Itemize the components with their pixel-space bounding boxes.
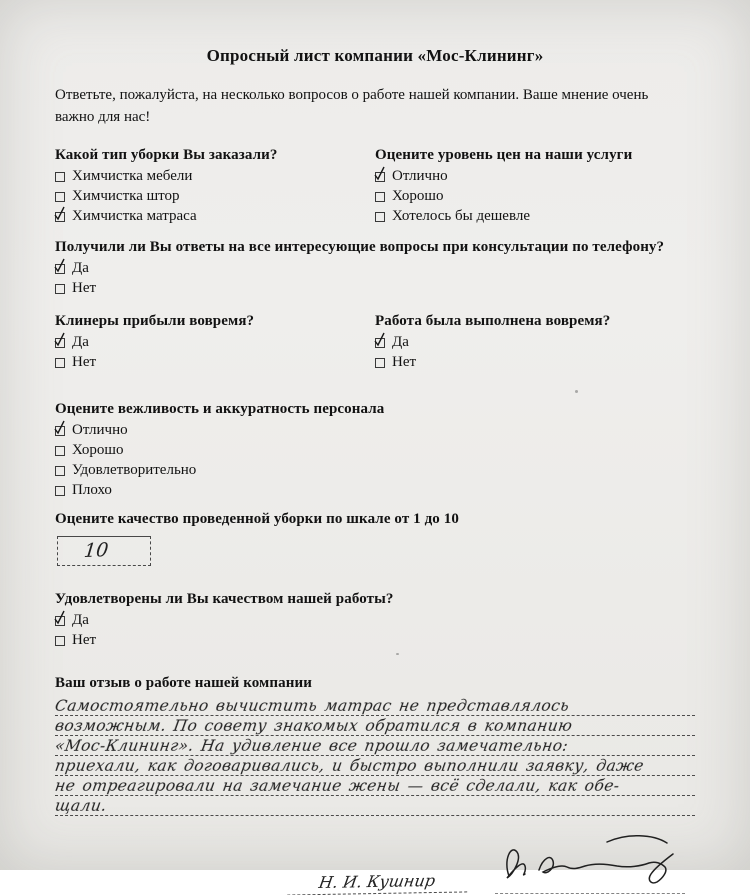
option-label: Отлично <box>72 421 128 438</box>
checkbox-option[interactable] <box>55 440 695 460</box>
question-quality-score <box>55 508 695 566</box>
option-label: Да <box>72 611 89 628</box>
checkbox-option[interactable] <box>375 206 695 226</box>
question-work-on-time <box>375 310 695 372</box>
quality-score-input-box[interactable] <box>57 536 151 566</box>
option-label: Нет <box>72 353 97 370</box>
option-label: Хорошо <box>392 187 444 204</box>
question-label: Клинеры прибыли вовремя? <box>55 312 255 329</box>
checkbox-option[interactable] <box>55 630 695 650</box>
checkmark-icon <box>53 609 67 625</box>
handwritten-review-line: приехали, как договаривались, и быстро выполнили заявку, даже <box>55 756 695 776</box>
checkmark-icon <box>373 165 387 181</box>
form-title: Опросный лист компании «Мос-Клининг» <box>206 46 544 65</box>
option-label: Химчистка матраса <box>72 207 197 224</box>
checkbox-icon <box>55 284 65 294</box>
question-price-level <box>375 144 695 226</box>
handwritten-review-line: не отреагировали на замечание жены — всё сделали, как обе- <box>55 776 695 796</box>
question-phone-answers <box>55 236 695 298</box>
checkbox-icon <box>55 192 65 202</box>
checkmark-icon <box>53 257 67 273</box>
autograph-stroke <box>495 830 685 888</box>
question-label: Оцените уровень цен на наши услуги <box>375 146 633 163</box>
checkbox-option[interactable] <box>375 352 695 372</box>
checkbox-icon <box>55 466 65 476</box>
checkbox-icon <box>375 338 385 348</box>
checkmark-icon <box>53 419 67 435</box>
checkbox-option[interactable] <box>55 420 695 440</box>
checkbox-option[interactable] <box>375 186 695 206</box>
checkbox-option[interactable] <box>55 186 375 206</box>
question-label: Какой тип уборки Вы заказали? <box>55 146 278 163</box>
scan-speck <box>575 390 578 393</box>
checkbox-option[interactable] <box>55 258 695 278</box>
handwritten-review-line: возможным. По совету знакомых обратился в компанию <box>55 716 695 736</box>
question-label: Удовлетворены ли Вы качеством нашей работы? <box>55 590 394 607</box>
option-label: Хотелось бы дешевле <box>392 207 530 224</box>
option-label: Плохо <box>72 481 112 498</box>
question-label: Ваш отзыв о работе нашей компании <box>55 674 312 691</box>
option-label: Химчистка штор <box>72 187 180 204</box>
checkbox-icon <box>55 636 65 646</box>
option-label: Химчистка мебели <box>72 167 193 184</box>
signature-block <box>55 830 695 894</box>
checkbox-icon <box>375 212 385 222</box>
quality-score-value: 10 <box>82 538 110 562</box>
scan-speck <box>509 318 511 320</box>
checkmark-icon <box>53 205 67 221</box>
checkbox-option[interactable] <box>55 278 695 298</box>
checkbox-icon <box>375 172 385 182</box>
checkbox-icon <box>55 616 65 626</box>
option-label: Да <box>72 333 89 350</box>
option-label: Нет <box>72 279 97 296</box>
intro-text: Ответьте, пожалуйста, на несколько вопросов о работе нашей компании. Ваше мнение очень важно для нас! <box>55 87 649 125</box>
checkbox-option[interactable] <box>55 480 695 500</box>
checkbox-icon <box>55 486 65 496</box>
checkbox-option[interactable] <box>55 460 695 480</box>
option-label: Отлично <box>392 167 448 184</box>
checkbox-option[interactable] <box>375 166 695 186</box>
option-label: Да <box>392 333 409 350</box>
checkbox-icon <box>55 338 65 348</box>
checkbox-icon <box>55 426 65 436</box>
checkbox-icon <box>55 358 65 368</box>
option-label: Да <box>72 259 89 276</box>
question-satisfied <box>55 588 695 650</box>
checkbox-icon <box>375 358 385 368</box>
checkbox-option[interactable] <box>55 610 695 630</box>
questions-row-1 <box>55 144 695 226</box>
signature-name: Н. И. Кушнир <box>287 870 467 895</box>
checkbox-icon <box>55 212 65 222</box>
checkbox-icon <box>55 446 65 456</box>
checkmark-icon <box>53 331 67 347</box>
checkbox-icon <box>375 192 385 202</box>
question-politeness <box>55 398 695 500</box>
question-cleaning-type <box>55 144 375 226</box>
question-label: Оцените качество проведенной уборки по шкале от 1 до 10 <box>55 510 459 527</box>
questions-row-2 <box>55 310 695 372</box>
checkbox-option[interactable] <box>55 352 375 372</box>
option-label: Удовлетворительно <box>72 461 197 478</box>
option-label: Нет <box>392 353 417 370</box>
question-label: Работа была выполнена вовремя? <box>375 312 611 329</box>
checkbox-icon <box>55 264 65 274</box>
checkbox-option[interactable] <box>375 332 695 352</box>
question-review <box>55 672 695 816</box>
autograph-signature <box>495 830 685 894</box>
question-cleaners-on-time <box>55 310 375 372</box>
checkbox-option[interactable] <box>55 332 375 352</box>
checkbox-option[interactable] <box>55 166 375 186</box>
checkbox-icon <box>55 172 65 182</box>
handwritten-review-line: щали. <box>55 796 695 816</box>
handwritten-review-line: Самостоятельно вычистить матрас не представлялось <box>55 696 695 716</box>
handwritten-review-line: «Мос-Клининг». На удивление все прошло замечательно: <box>55 736 695 756</box>
handwritten-review <box>55 696 695 816</box>
option-label: Нет <box>72 631 97 648</box>
option-label: Хорошо <box>72 441 124 458</box>
question-label: Оцените вежливость и аккуратность персонала <box>55 400 385 417</box>
checkmark-icon <box>373 331 387 347</box>
question-label: Получили ли Вы ответы на все интересующие вопросы при консультации по телефону? <box>55 238 665 255</box>
checkbox-option[interactable] <box>55 206 375 226</box>
scan-speck <box>396 653 399 655</box>
